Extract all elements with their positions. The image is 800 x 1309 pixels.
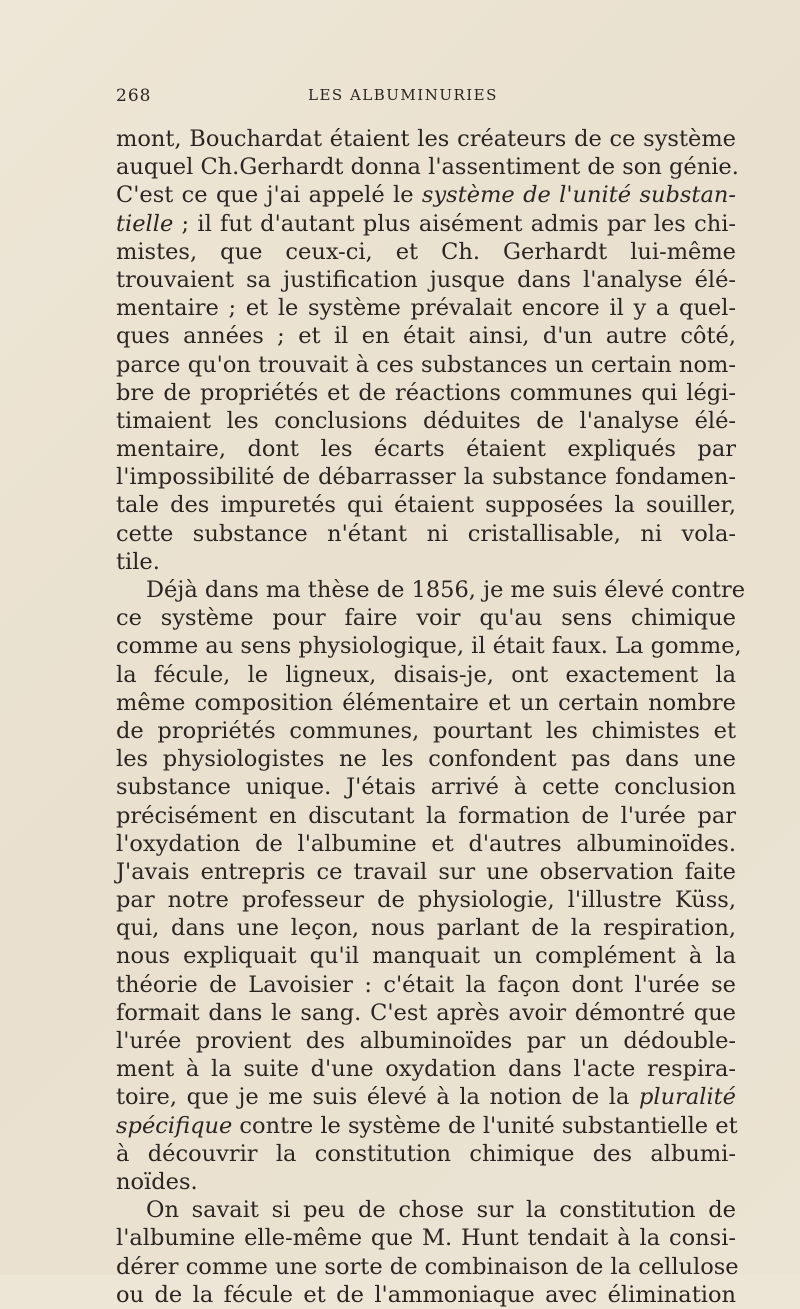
running-title: LES ALBUMINURIES <box>308 86 498 104</box>
text-line: l'oxydation de l'albumine et d'autres albuminoïdes. <box>116 830 736 857</box>
text-segment: toire, que je me suis élevé à la notion de la <box>116 1084 639 1111</box>
italic-segment: spécifique <box>116 1112 233 1139</box>
italic-segment: système de l'unité substan- <box>421 182 736 209</box>
text-line: formait dans le sang. C'est après avoir démontré que <box>116 999 736 1026</box>
text-line: l'urée provient des albuminoïdes par un dédouble- <box>116 1028 736 1054</box>
text-line: trouvaient sa justification jusque dans l'analyse élé- <box>116 266 736 293</box>
text-line: précisément en discutant la formation de l'urée par <box>116 802 736 829</box>
text-line: par notre professeur de physiologie, l'illustre Küss, <box>116 887 736 914</box>
text-line: tale des impuretés qui étaient supposées la souiller, <box>116 492 736 519</box>
text-line: noïdes. <box>116 1168 198 1195</box>
text-line <box>116 210 736 238</box>
text-line: timaient les conclusions déduites de l'analyse élé- <box>116 407 736 434</box>
text-line: l'impossibilité de débarrasser la substance fondamen- <box>116 464 736 491</box>
text-line: substance unique. J'étais arrivé à cette conclusion <box>116 774 736 801</box>
text-line: mont, Bouchardat étaient les créateurs de ce système <box>116 126 736 152</box>
text-line: cette substance n'étant ni cristallisable, ni vola- <box>116 520 736 547</box>
text-line: auquel Ch.Gerhardt donna l'assentiment de son génie. <box>116 154 739 181</box>
text-line: à découvrir la constitution chimique des albumi- <box>116 1140 736 1167</box>
text-line: parce qu'on trouvait à ces substances un certain nom- <box>116 351 736 378</box>
italic-segment: tielle <box>116 210 174 237</box>
text-line: l'albumine elle-même que M. Hunt tendait à la consi- <box>116 1225 736 1252</box>
page-header <box>116 86 736 108</box>
text-segment: C'est ce que j'ai appelé le <box>116 182 422 209</box>
text-line: ou de la fécule et de l'ammoniaque avec élimination <box>116 1281 736 1308</box>
page-number: 268 <box>116 86 152 106</box>
italic-segment: pluralité <box>638 1084 736 1111</box>
text-line: mentaire, dont les écarts étaient expliqués par <box>116 436 736 463</box>
text-segment: ; il fut d'autant plus aisément admis par les chi- <box>173 210 736 237</box>
text-line: J'avais entrepris ce travail sur une observation faite <box>116 858 736 885</box>
text-line <box>116 1112 736 1140</box>
text-line: Déjà dans ma thèse de 1856, je me suis élevé contre <box>146 577 746 603</box>
text-line: comme au sens physiologique, il était faux. La gomme, <box>116 633 742 660</box>
text-line: nous expliquait qu'il manquait un complément à la <box>116 943 736 970</box>
text-line: ment à la suite d'une oxydation dans l'acte respira- <box>116 1056 736 1083</box>
text-line: théorie de Lavoisier : c'était la façon dont l'urée se <box>116 971 736 998</box>
text-line: dérer comme une sorte de combinaison de la cellulose <box>116 1253 739 1280</box>
body-text <box>116 125 746 1309</box>
text-line: mistes, que ceux-ci, et Ch. Gerhardt lui-même <box>116 238 736 265</box>
text-line: mentaire ; et le système prévalait encore il y a quel- <box>116 295 736 322</box>
text-line: ques années ; et il en était ainsi, d'un autre côté, <box>116 323 736 350</box>
text-line: même composition élémentaire et un certain nombre <box>116 689 736 716</box>
text-line: les physiologistes ne les confondent pas dans une <box>116 746 736 773</box>
text-line: tile. <box>116 548 160 575</box>
text-line <box>116 1083 736 1111</box>
text-line: ce système pour faire voir qu'au sens chimique <box>116 605 736 632</box>
text-line <box>116 181 736 209</box>
text-line: la fécule, le ligneux, disais-je, ont exactement la <box>116 661 736 688</box>
text-line: de propriétés communes, pourtant les chimistes et <box>116 717 736 744</box>
text-line: On savait si peu de chose sur la constitution de <box>146 1197 736 1224</box>
text-segment: contre le système de l'unité substantielle et <box>232 1112 738 1139</box>
text-line: qui, dans une leçon, nous parlant de la respiration, <box>116 915 736 942</box>
text-line: bre de propriétés et de réactions communes qui légi- <box>116 379 736 406</box>
